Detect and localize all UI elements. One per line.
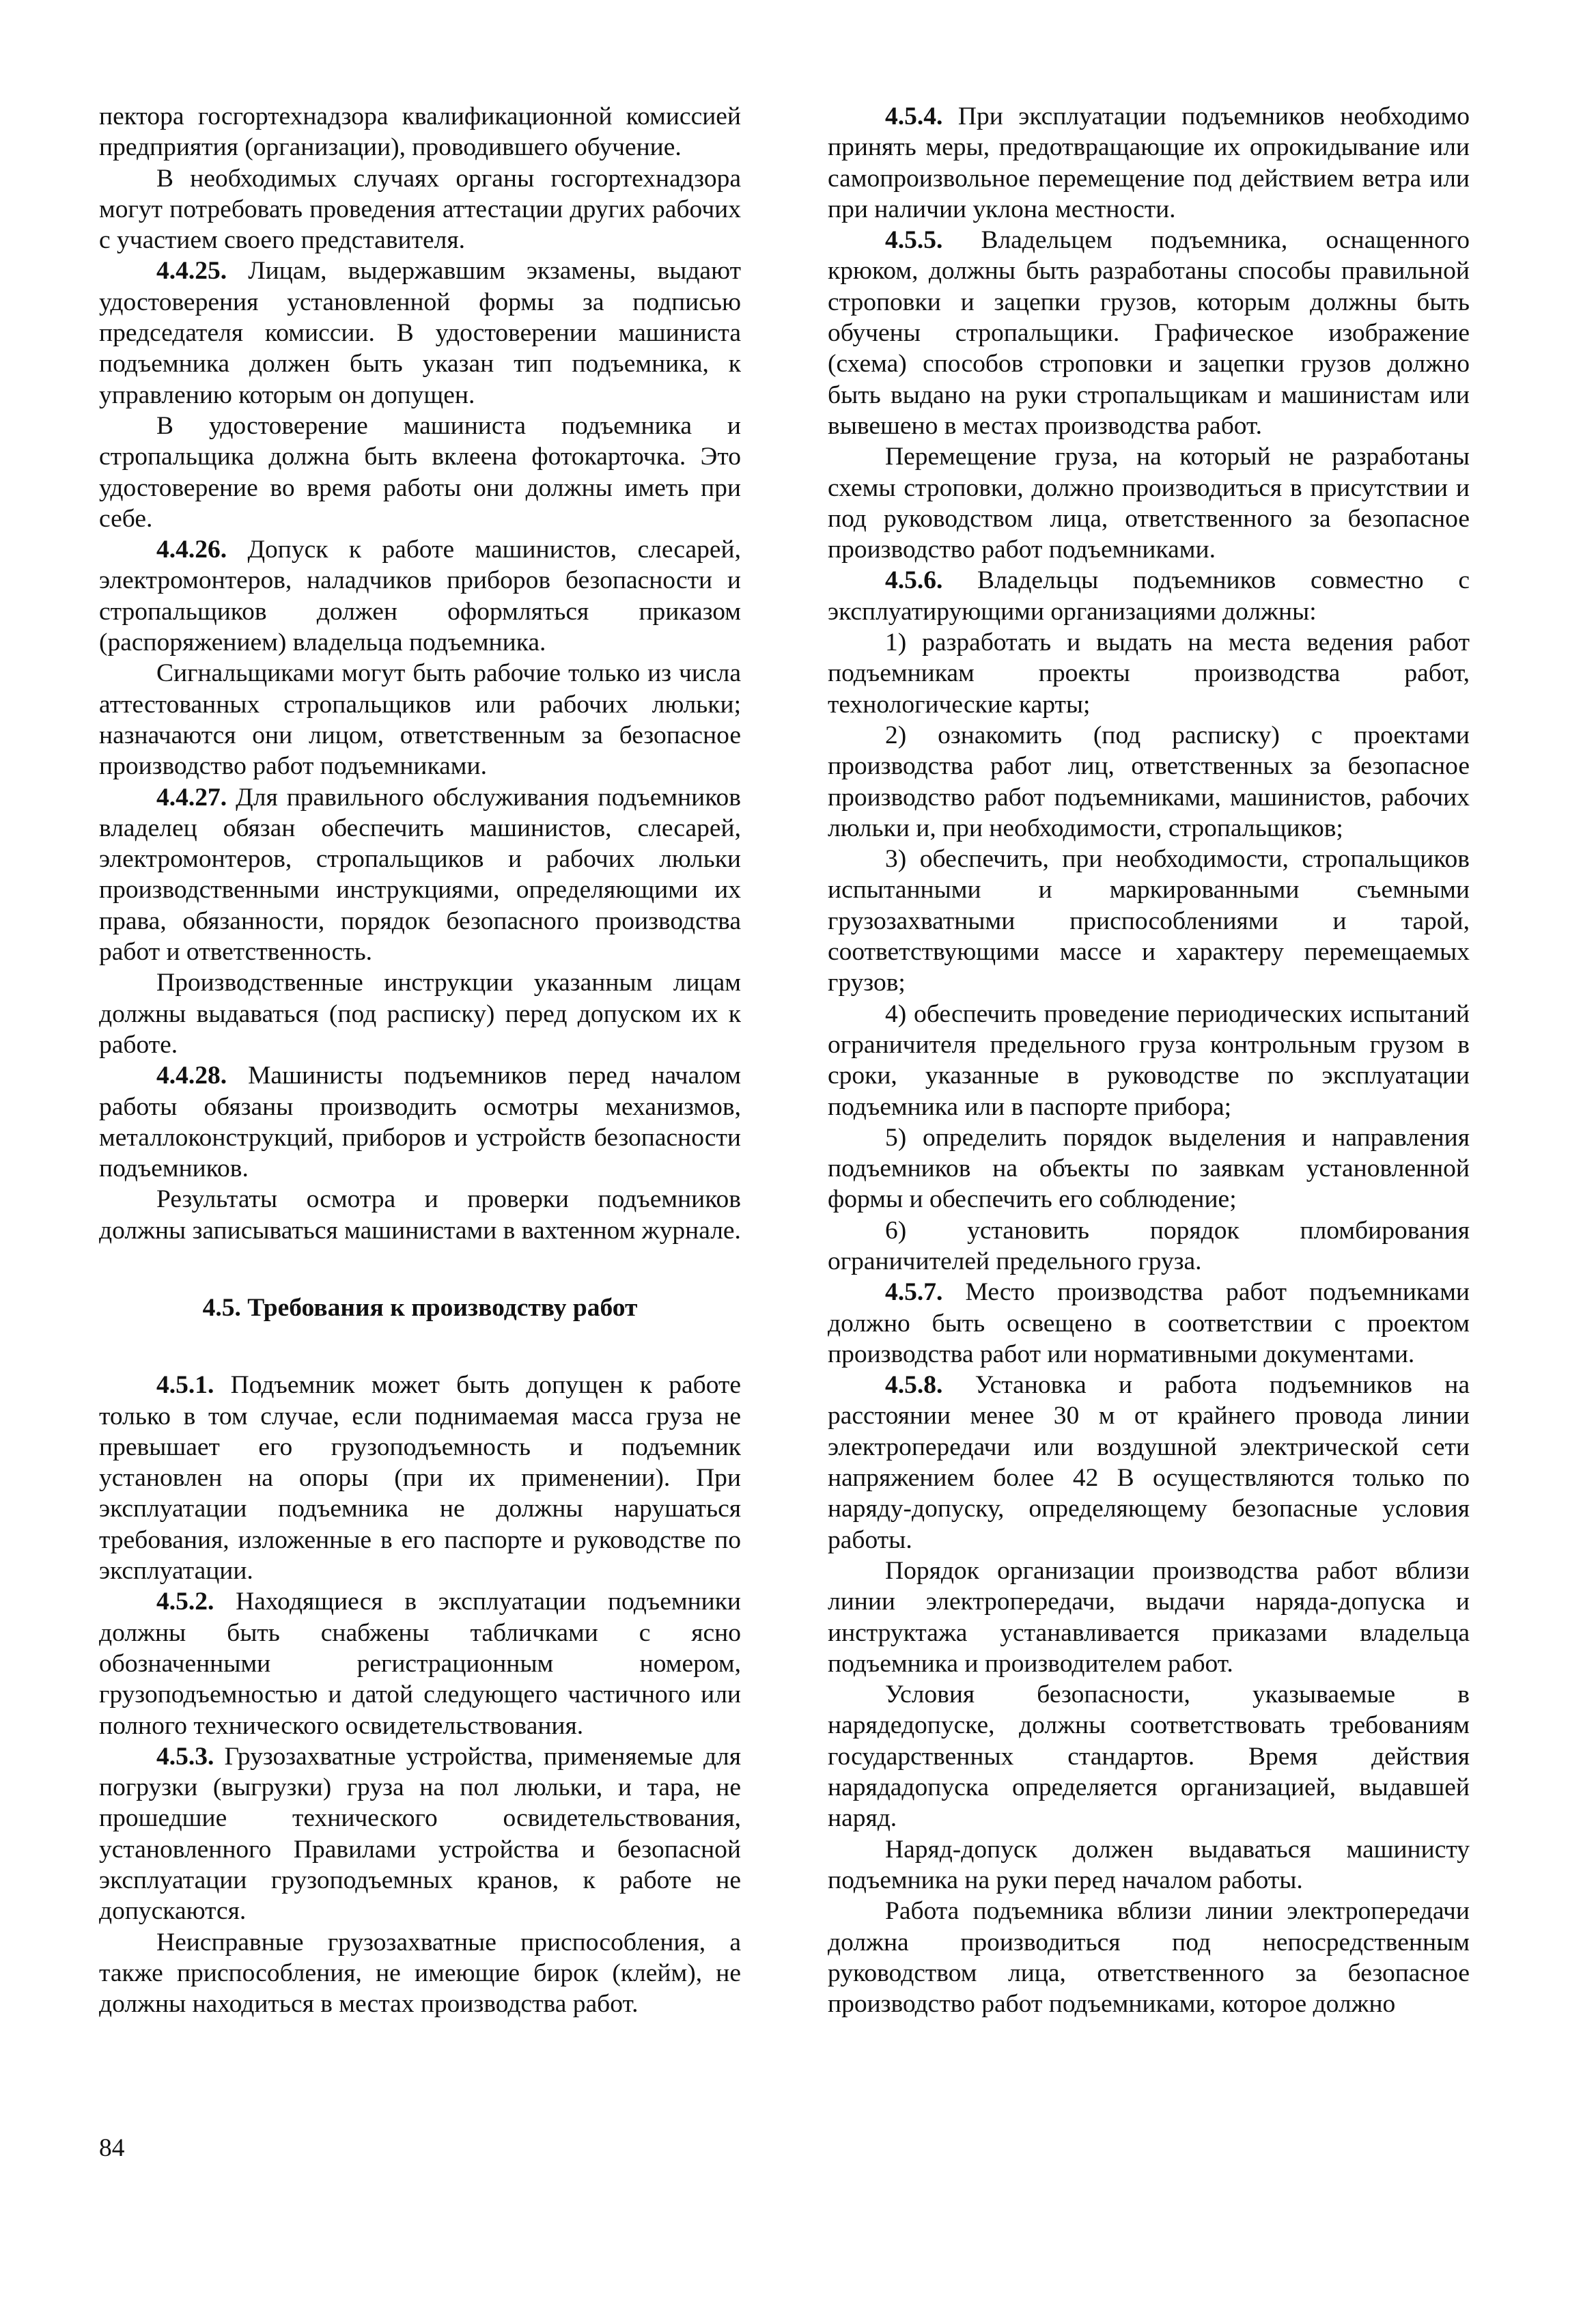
paragraph-text: Подъемник может быть допущен к работе только в том случае, если поднимаемая масса груза не превышает его грузоподъемность и подъемник установлен на опоры (при их применении). При эксплуатации подъемника не должны нарушаться требования, изложенные в его паспорте и руководстве по эксплуатации. <box>99 1371 741 1586</box>
paragraph-text: Результаты осмотра и проверки подъемников должны записываться машинистами в вахтенном журнале. <box>99 1185 741 1245</box>
paragraph-text: Место производства работ подъемниками должно быть освещено в соответствии с проектом производства работ или нормативными документами. <box>828 1278 1470 1368</box>
paragraph <box>99 1184 741 1246</box>
paragraph <box>99 1586 741 1741</box>
paragraph-text: 6) установить порядок пломбирования ограничителей предельного груза. <box>828 1216 1470 1275</box>
paragraph-text: 3) обеспечить, при необходимости, стропальщиков испытанными и маркированными съемными грузозахватными приспособлениями и тарой, соответствующими массе и характеру перемещаемых грузов; <box>828 845 1470 997</box>
paragraph-text: Перемещение груза, на который не разработаны схемы строповки, должно производиться в присутствии и под руководством лица, ответственного за безопасное производство работ подъемниками. <box>828 443 1470 564</box>
clause-number: 4.4.25. <box>156 257 227 286</box>
section-heading-text: 4.5. Требования к производству работ <box>202 1293 638 1322</box>
clause-number: 4.5.3. <box>156 1742 214 1771</box>
paragraph-text: 1) разработать и выдать на места ведения работ подъемникам проекты производства работ, технологические карты; <box>828 628 1470 719</box>
paragraph <box>828 1834 1470 1896</box>
paragraph-text: Владельцем подъемника, оснащенного крюком, должны быть разработаны способы правильной строповки и зацепки грузов, которым должны быть обучены стропальщики. Графическое изображение (схема) способов строповки и зацепки грузов должно быть выдано на руки стропальщикам и машинистам или вывешено в местах производства работ. <box>828 226 1470 440</box>
paragraph <box>828 1277 1470 1370</box>
section-heading <box>99 1292 741 1323</box>
clause-number: 4.4.27. <box>156 783 227 812</box>
paragraph <box>828 565 1470 627</box>
paragraph <box>828 1122 1470 1215</box>
paragraph-text: Допуск к работе машинистов, слесарей, электромонтеров, наладчиков приборов безопасности и стропальщиков должен оформляться приказом (распоряжением) владельца подъемника. <box>99 536 741 657</box>
paragraph <box>99 534 741 658</box>
paragraph-text: Владельцы подъемников совместно с эксплуатирующими организациями должны: <box>828 566 1470 626</box>
paragraph <box>828 1215 1470 1277</box>
paragraph <box>99 101 741 163</box>
page-number: 84 <box>99 2134 125 2162</box>
paragraph <box>828 999 1470 1122</box>
paragraph-text: При эксплуатации подъемников необходимо принять меры, предотвращающие их опрокидывание или самопроизвольное перемещение под действием ветра или при наличии уклона местности. <box>828 102 1470 223</box>
paragraph-text: Находящиеся в эксплуатации подъемники должны быть снабжены табличками с ясно обозначенными регистрационным номером, грузоподъемностью и датой следующего частичного или полного технического освидетельствования. <box>99 1588 741 1740</box>
paragraph <box>828 844 1470 998</box>
paragraph-text: 2) ознакомить (под расписку) с проектами производства работ лиц, ответственных за безопасное производство работ подъемниками, машинистов, рабочих люльки и, при необходимости, стропальщиков; <box>828 721 1470 842</box>
paragraph <box>828 720 1470 844</box>
paragraph <box>828 627 1470 720</box>
paragraph <box>99 1741 741 1927</box>
paragraph <box>99 782 741 968</box>
paragraph-text: Грузозахватные устройства, применяемые для погрузки (выгрузки) груза на пол люльки, и тара, не прошедшие технического освидетельствования, установленного Правилами устройства и безопасной эксплуатации грузоподъемных кранов, к работе не допускаются. <box>99 1742 741 1926</box>
paragraph <box>828 441 1470 565</box>
clause-number: 4.4.28. <box>156 1062 227 1090</box>
paragraph <box>99 967 741 1060</box>
paragraph <box>828 225 1470 441</box>
paragraph-text: Порядок организации производства работ вблизи линии электропередачи, выдачи наряда-допуска и инструктажа устанавливается приказами владельца подъемника и производителем работ. <box>828 1556 1470 1678</box>
paragraph-text: Для правильного обслуживания подъемников владелец обязан обеспечить машинистов, слесарей, электромонтеров, стропальщиков и рабочих люльки производственными инструкциями, определяющими их права, обязанности, порядок безопасного производства работ и ответственность. <box>99 783 741 967</box>
paragraph <box>99 255 741 410</box>
paragraph-text: Условия безопасности, указываемые в нарядедопуске, должны соответствовать требованиям государственных стандартов. Время действия нарядадопуска определяется организацией, выдавшей наряд. <box>828 1680 1470 1833</box>
clause-number: 4.5.1. <box>156 1371 214 1400</box>
paragraph-text: Лицам, выдержавшим экзамены, выдают удостоверения установленной формы за подписью председателя комиссии. В удостоверении машиниста подъемника должен быть указан тип подъемника, к управлению которым он допущен. <box>99 257 741 409</box>
paragraph <box>828 1370 1470 1555</box>
paragraph <box>99 1370 741 1586</box>
clause-number: 4.5.6. <box>885 566 943 595</box>
paragraph-text: пектора госгортехнадзора квалификационной комиссией предприятия (организации), проводившего обучение. <box>99 102 741 162</box>
paragraph <box>99 1060 741 1184</box>
paragraph-text: Машинисты подъемников перед началом работы обязаны производить осмотры механизмов, металлоконструкций, приборов и устройств безопасности подъемников. <box>99 1062 741 1183</box>
paragraph-text: Установка и работа подъемников на расстоянии менее 30 м от крайнего провода линии электропередачи или воздушной электрической сети напряжением более 42 В осуществляются только по наряду-допуску, определяющему безопасные условия работы. <box>828 1371 1470 1554</box>
paragraph-text: Наряд-допуск должен выдаваться машинисту подъемника на руки перед началом работы. <box>828 1835 1470 1894</box>
paragraph-text: Сигнальщиками могут быть рабочие только из числа аттестованных стропальщиков или рабочих люльки; назначаются они лицом, ответственным за безопасное производство работ подъемниками. <box>99 659 741 781</box>
clause-number: 4.4.26. <box>156 536 227 564</box>
clause-number: 4.5.2. <box>156 1588 214 1616</box>
clause-number: 4.5.5. <box>885 226 943 255</box>
paragraph-text: Производственные инструкции указанным лицам должны выдаваться (под расписку) перед допуском их к работе. <box>99 969 741 1059</box>
paragraph <box>828 1679 1470 1834</box>
clause-number: 4.5.8. <box>885 1371 943 1400</box>
left-column <box>99 101 741 2020</box>
paragraph <box>828 1555 1470 1679</box>
paragraph <box>99 1927 741 2020</box>
paragraph <box>828 101 1470 225</box>
paragraph-text: В удостоверение машиниста подъемника и стропальщика должна быть вклеена фотокарточка. Это удостоверение во время работы они должны иметь при себе. <box>99 411 741 533</box>
paragraph-text: В необходимых случаях органы госгортехнадзора могут потребовать проведения аттестации других рабочих с участием своего представителя. <box>99 164 741 255</box>
paragraph <box>99 163 741 256</box>
paragraph-text: 5) определить порядок выделения и направления подъемников на объекты по заявкам установленной формы и обеспечить его соблюдение; <box>828 1123 1470 1214</box>
paragraph-text: 4) обеспечить проведение периодических испытаний ограничителя предельного груза контрольным грузом в сроки, указанные в руководстве по эксплуатации подъемника или в паспорте прибора; <box>828 999 1470 1121</box>
paragraph <box>99 658 741 781</box>
clause-number: 4.5.4. <box>885 102 943 130</box>
right-column <box>828 101 1470 2019</box>
clause-number: 4.5.7. <box>885 1278 943 1307</box>
paragraph <box>99 411 741 534</box>
paragraph-text: Неисправные грузозахватные приспособления, а также приспособления, не имеющие бирок (клейм), не должны находиться в местах производства работ. <box>99 1928 741 2019</box>
paragraph <box>828 1896 1470 2019</box>
paragraph-text: Работа подъемника вблизи линии электропередачи должна производиться под непосредственным руководством лица, ответственного за безопасное производство работ подъемниками, которое должно <box>828 1897 1470 2019</box>
